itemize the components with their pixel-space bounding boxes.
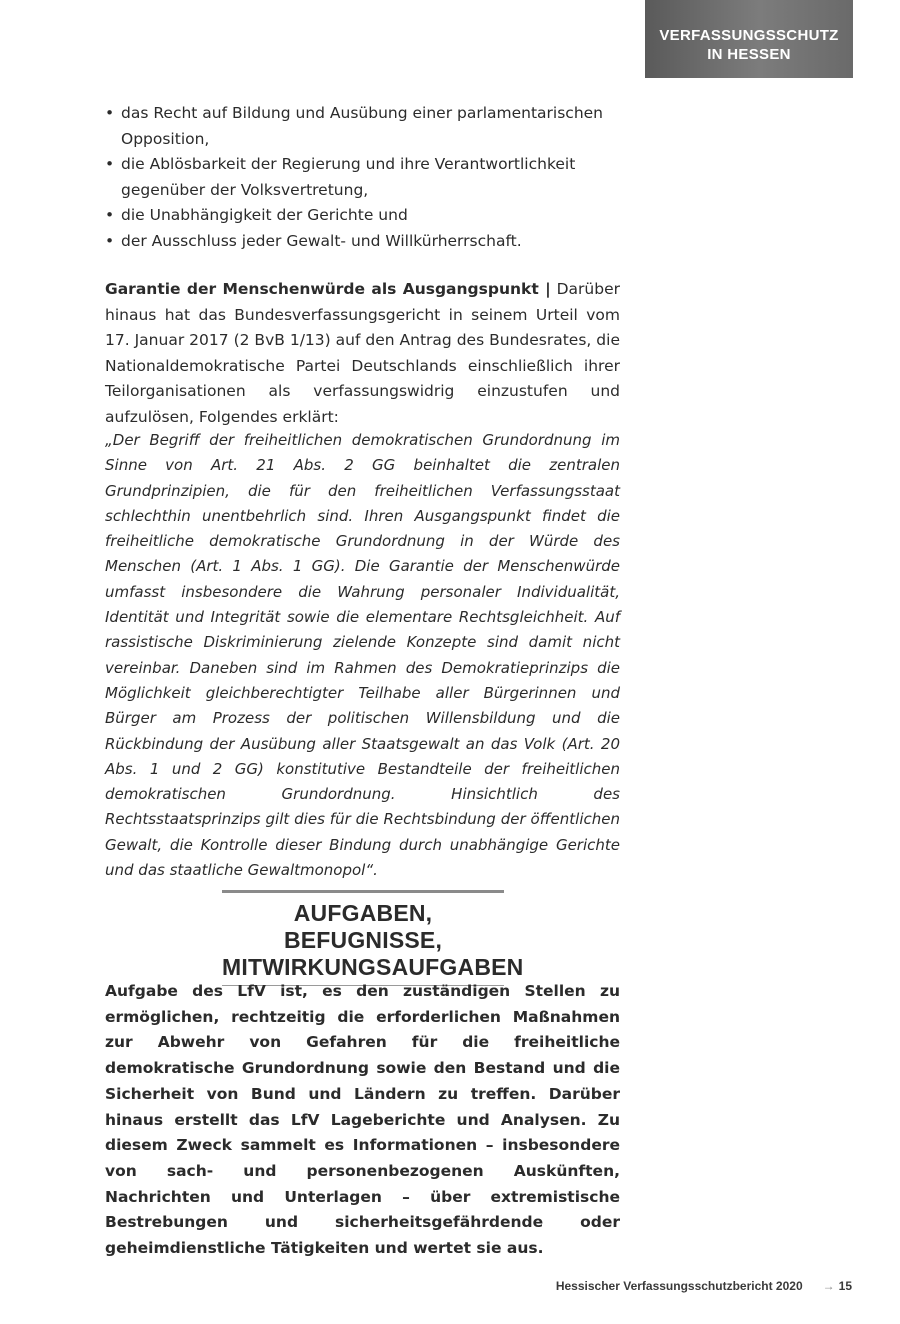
- header-badge: [645, 0, 853, 78]
- list-item: [105, 203, 625, 229]
- section-heading: [222, 890, 524, 986]
- list-item: [105, 229, 625, 255]
- bullet-list: [105, 101, 625, 254]
- section-title: [222, 900, 524, 981]
- list-item: [105, 101, 625, 152]
- list-item-text: die Ablösbarkeit der Regierung und ihre Verantwortlichkeit gegenüber der Volksvertretung,: [121, 155, 576, 199]
- court-quote: „Der Begriff der freiheitlichen demokratischen Grundordnung im Sinne von Art. 21 Abs. 2 GG beinhaltet die zentralen Grundprinzipien, die für den freiheitlichen Verfassungsstaat schlechthin unentbehrlich sind. Ihren Ausgangspunkt findet die freiheitliche demokratische Grundordnung in der Würde des Menschen (Art. 1 Abs. 1 GG). Die Garantie der Menschenwürde umfasst insbesondere die Wahrung personaler Individualität, Identität und Integrität sowie die elementare Rechtsgleichheit. Auf rassistische Diskriminierung zielende Konzepte sind damit nicht vereinbar. Daneben sind im Rahmen des Demokratieprinzips die Möglichkeit gleichberechtigter Teilhabe aller Bürgerinnen und Bürger am Prozess der politischen Willensbildung und die Rückbindung der Ausübung aller Staatsgewalt an das Volk (Art. 20 Abs. 1 und 2 GG) konstitutive Bestandteile der freiheitlichen demokratischen Grundordnung. Hinsichtlich des Rechtsstaatsprinzips gilt dies für die Rechtsbindung der öffentlichen Gewalt, die Kontrolle dieser Bindung durch unabhängige Gerichte und das staatliche Gewaltmonopol“.: [105, 431, 620, 880]
- page-footer: [556, 1279, 852, 1293]
- arrow-right-icon: →: [822, 1279, 835, 1293]
- header-badge-line2: IN HESSEN: [707, 46, 791, 63]
- bullet-icon: •: [105, 155, 115, 173]
- paragraph-body: Darüber hinaus hat das Bundesverfassungsgericht in seinem Urteil vom 17. Januar 2017 (2 BvB 1/13) auf den Antrag des Bundesrates, die Nationaldemokratische Partei Deutschlands einschließlich ihrer Teilorganisationen als verfassungswidrig einzustufen und aufzulösen, Folgendes erklärt:: [105, 280, 620, 426]
- heading-rule-top: [222, 890, 504, 893]
- page-number: 15: [838, 1279, 852, 1293]
- paragraph-lead: Garantie der Menschenwürde als Ausgangspunkt |: [105, 280, 551, 298]
- section-title-line1: AUFGABEN, BEFUGNISSE,: [283, 900, 443, 953]
- section-title-line2: MITWIRKUNGSAUFGABEN: [222, 954, 524, 980]
- section-body: Aufgabe des LfV ist, es den zuständigen Stellen zu ermöglichen, rechtzeitig die erforderlichen Maßnahmen zur Abwehr von Gefahren für die freiheitliche demokratische Grundordnung sowie den Bestand und die Sicherheit von Bund und Ländern zu treffen. Darüber hinaus erstellt das LfV Lageberichte und Analysen. Zu diesem Zweck sammelt es Informationen – insbesondere von sach- und personenbezogenen Auskünften, Nachrichten und Unterlagen – über extremistische Bestrebungen und sicherheitsgefährdende oder geheimdienstliche Tätigkeiten und wertet sie aus.: [105, 982, 620, 1258]
- footer-publication: Hessischer Verfassungsschutzbericht 2020: [555, 1279, 803, 1293]
- header-badge-line1: VERFASSUNGSSCHUTZ: [659, 27, 839, 44]
- bullet-icon: •: [105, 231, 115, 250]
- list-item-text: die Unabhängigkeit der Gerichte und: [121, 206, 408, 224]
- intro-paragraph: [105, 277, 620, 430]
- list-item-text: der Ausschluss jeder Gewalt- und Willkürherrschaft.: [121, 231, 522, 250]
- bullet-icon: •: [105, 206, 115, 224]
- bullet-icon: •: [105, 104, 115, 122]
- list-item-text: das Recht auf Bildung und Ausübung einer parlamentarischen Opposition,: [121, 104, 604, 148]
- list-item: [105, 152, 625, 203]
